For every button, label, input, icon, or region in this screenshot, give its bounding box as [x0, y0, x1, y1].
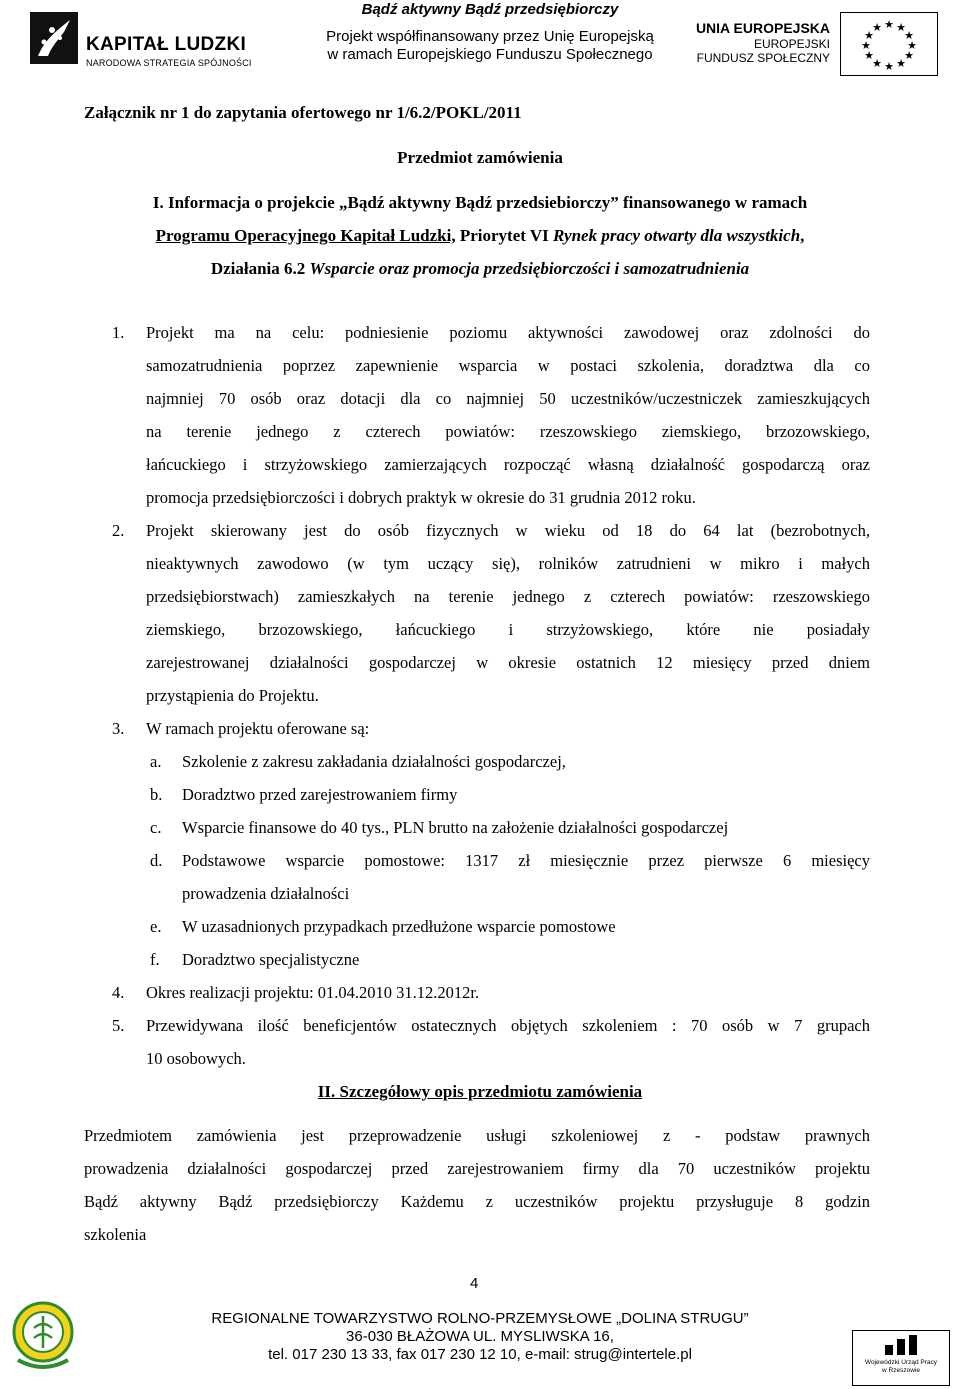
annex-title: Załącznik nr 1 do zapytania ofertowego nr 1/6.2/POKL/2011 — [84, 103, 522, 122]
sub-item-letter: f. — [150, 950, 160, 969]
kapital-ludzki-subtitle: NARODOWA STRATEGIA SPÓJNOŚCI — [86, 58, 252, 68]
wup-rzeszow-logo — [852, 1330, 950, 1386]
kapital-ludzki-emblem-icon — [30, 12, 78, 64]
section1-heading-line-2 — [0, 226, 960, 246]
project-slogan: Bądź aktywny Bądź przedsiębiorczy — [361, 1, 619, 18]
cofinance-line-2: w ramach Europejskiego Funduszu Społecznego — [327, 46, 653, 63]
sub-item-text: Podstawowe wsparcie pomostowe: 1317 zł miesięcznie przez pierwsze 6 miesięcy — [182, 851, 870, 870]
item-5-line: 10 osobowych. — [146, 1049, 246, 1068]
item-4-text: Okres realizacji projektu: 01.04.2010 31.12.2012r. — [146, 983, 480, 1002]
item-2-line: ziemskiego, brzozowskiego, łańcuckiego i strzyżowskiego, które nie posiadały — [146, 620, 870, 639]
section2-heading: II. Szczegółowy opis przedmiotu zamówienia — [317, 1082, 643, 1101]
comma: , — [800, 226, 805, 245]
svg-text:★: ★ — [864, 29, 874, 42]
item-2-line: nieaktywnych zawodowo (w tym uczący się), rolników zatrudnieni w mikro i małych — [146, 554, 870, 573]
item-3-text: W ramach projektu oferowane są: — [146, 719, 370, 738]
section2-line: prowadzenia działalności gospodarczej przed zarejestrowaniem firmy dla 70 uczestników projektu — [84, 1159, 870, 1178]
svg-text:★: ★ — [904, 49, 914, 62]
measure-label: Działania 6.2 — [210, 259, 310, 278]
header-center — [300, 0, 680, 63]
sub-item-text: Doradztwo specjalistyczne — [182, 950, 360, 969]
kapital-ludzki-logo — [30, 12, 270, 74]
program-name: Programu Operacyjnego Kapitał Ludzki, — [155, 226, 456, 245]
svg-text:★: ★ — [861, 39, 871, 52]
item-2-line: przedsiębiorstwach) zamieszkałych na terenie jednego z czterech powiatów: rzeszowskiego — [146, 587, 870, 606]
sub-item-text: W uzasadnionych przypadkach przedłużone wsparcie pomostowe — [182, 917, 616, 936]
eu-logo-line-3: FUNDUSZ SPOŁECZNY — [696, 51, 830, 65]
footer-org-name: REGIONALNE TOWARZYSTWO ROLNO-PRZEMYSŁOWE „DOLINA STRUGU” — [211, 1310, 749, 1327]
section2-line: Bądź aktywny Bądź przedsiębiorczy Każdemu z uczestników projektu przysługuje 8 godzin — [84, 1192, 870, 1211]
item-1-line: promocja przedsiębiorczości i dobrych praktyk w okresie do 31 grudnia 2012 roku. — [146, 488, 696, 507]
item-2-line: zarejestrowanej działalności gospodarczej w okresie ostatnich 12 miesięcy przed dniem — [146, 653, 870, 672]
wup-line-2: w Rzeszowie — [882, 1367, 920, 1374]
eu-logo-line-1: UNIA EUROPEJSKA — [695, 20, 830, 36]
item-5-line: Przewidywana ilość beneficjentów ostatecznych objętych szkoleniem : 70 osób w 7 grupach — [146, 1016, 870, 1035]
sub-item-text: Doradztwo przed zarejestrowaniem firmy — [182, 785, 458, 804]
subject-title: Przedmiot zamówienia — [397, 148, 563, 167]
eu-flag-icon — [840, 12, 938, 76]
item-5-number: 5. — [112, 1016, 125, 1035]
svg-text:★: ★ — [896, 57, 906, 70]
svg-text:★: ★ — [864, 49, 874, 62]
footer-org-contact: tel. 017 230 13 33, fax 017 230 12 10, e-mail: strug@intertele.pl — [268, 1346, 692, 1363]
svg-text:★: ★ — [884, 60, 894, 73]
svg-text:★: ★ — [896, 21, 906, 34]
item-2-line: Projekt skierowany jest do osób fizycznych w wieku od 18 do 64 lat (bezrobotnych, — [146, 521, 870, 540]
item-4-number: 4. — [112, 983, 125, 1002]
section2-line: szkolenia — [84, 1225, 147, 1244]
sub-item-letter: b. — [150, 785, 163, 804]
priority-name: Rynek pracy otwarty dla wszystkich — [553, 226, 801, 245]
item-1-line: na terenie jednego z czterech powiatów: rzeszowskiego ziemskiego, brzozowskiego, — [146, 422, 870, 441]
section1-heading-line-1: I. Informacja o projekcie „Bądź aktywny Bądź przedsiebiorczy” finansowanego w ramach — [152, 193, 808, 212]
item-1-line: Projekt ma na celu: podniesienie poziomu aktywności zawodowej oraz zdolności do — [146, 323, 870, 342]
cofinance-line-1: Projekt współfinansowany przez Unię Europejską — [326, 28, 654, 45]
svg-text:★: ★ — [872, 21, 882, 34]
svg-text:★: ★ — [884, 18, 894, 31]
sub-item-letter: d. — [150, 851, 163, 870]
wup-text — [857, 1359, 945, 1375]
priority-label: Priorytet VI — [455, 226, 554, 245]
dolina-strugu-emblem-icon — [12, 1298, 74, 1376]
sub-item-letter: c. — [150, 818, 162, 837]
footer-org-address: 36-030 BŁAŻOWA UL. MYSLIWSKA 16, — [346, 1328, 614, 1345]
wup-line-1: Wojewódzki Urząd Pracy — [864, 1359, 938, 1366]
sub-item-text: Szkolenie z zakresu zakładania działalności gospodarczej, — [182, 752, 566, 771]
measure-name: Wsparcie oraz promocja przedsiębiorczości i samozatrudnienia — [309, 259, 750, 278]
sub-item-text: prowadzenia działalności — [182, 884, 350, 903]
page-number: 4 — [470, 1275, 479, 1292]
sub-item-letter: a. — [150, 752, 162, 771]
svg-text:★: ★ — [907, 39, 917, 52]
svg-text:★: ★ — [872, 57, 882, 70]
section1-heading-line-3 — [0, 259, 960, 279]
eu-logo — [690, 12, 952, 74]
item-2-line: przystąpienia do Projektu. — [146, 686, 319, 705]
kapital-ludzki-title: KAPITAŁ LUDZKI — [86, 34, 247, 55]
section2-line: Przedmiotem zamówienia jest przeprowadzenie usługi szkoleniowej z - podstaw prawnych — [84, 1126, 870, 1145]
item-2-number: 2. — [112, 521, 125, 540]
item-3-number: 3. — [112, 719, 125, 738]
item-1-number: 1. — [112, 323, 125, 342]
footer-org-info — [120, 1310, 840, 1364]
eu-logo-text — [690, 20, 830, 65]
item-1-line: samozatrudnienia poprzez zapewnienie wsparcia w postaci szkolenia, doradztwa dla co — [146, 356, 870, 375]
wup-icon — [883, 1335, 919, 1357]
sub-item-text: Wsparcie finansowe do 40 tys., PLN brutto na założenie działalności gospodarczej — [182, 818, 729, 837]
eu-logo-line-2: EUROPEJSKI — [753, 37, 830, 51]
item-1-line: łańcuckiego i strzyżowskiego zamierzających rozpocząć własną działalność gospodarczą oraz — [146, 455, 870, 474]
item-1-line: najmniej 70 osób oraz dotacji dla co najmniej 50 uczestników/uczestniczek zamieszkujących — [146, 389, 870, 408]
sub-item-letter: e. — [150, 917, 162, 936]
svg-text:★: ★ — [904, 29, 914, 42]
